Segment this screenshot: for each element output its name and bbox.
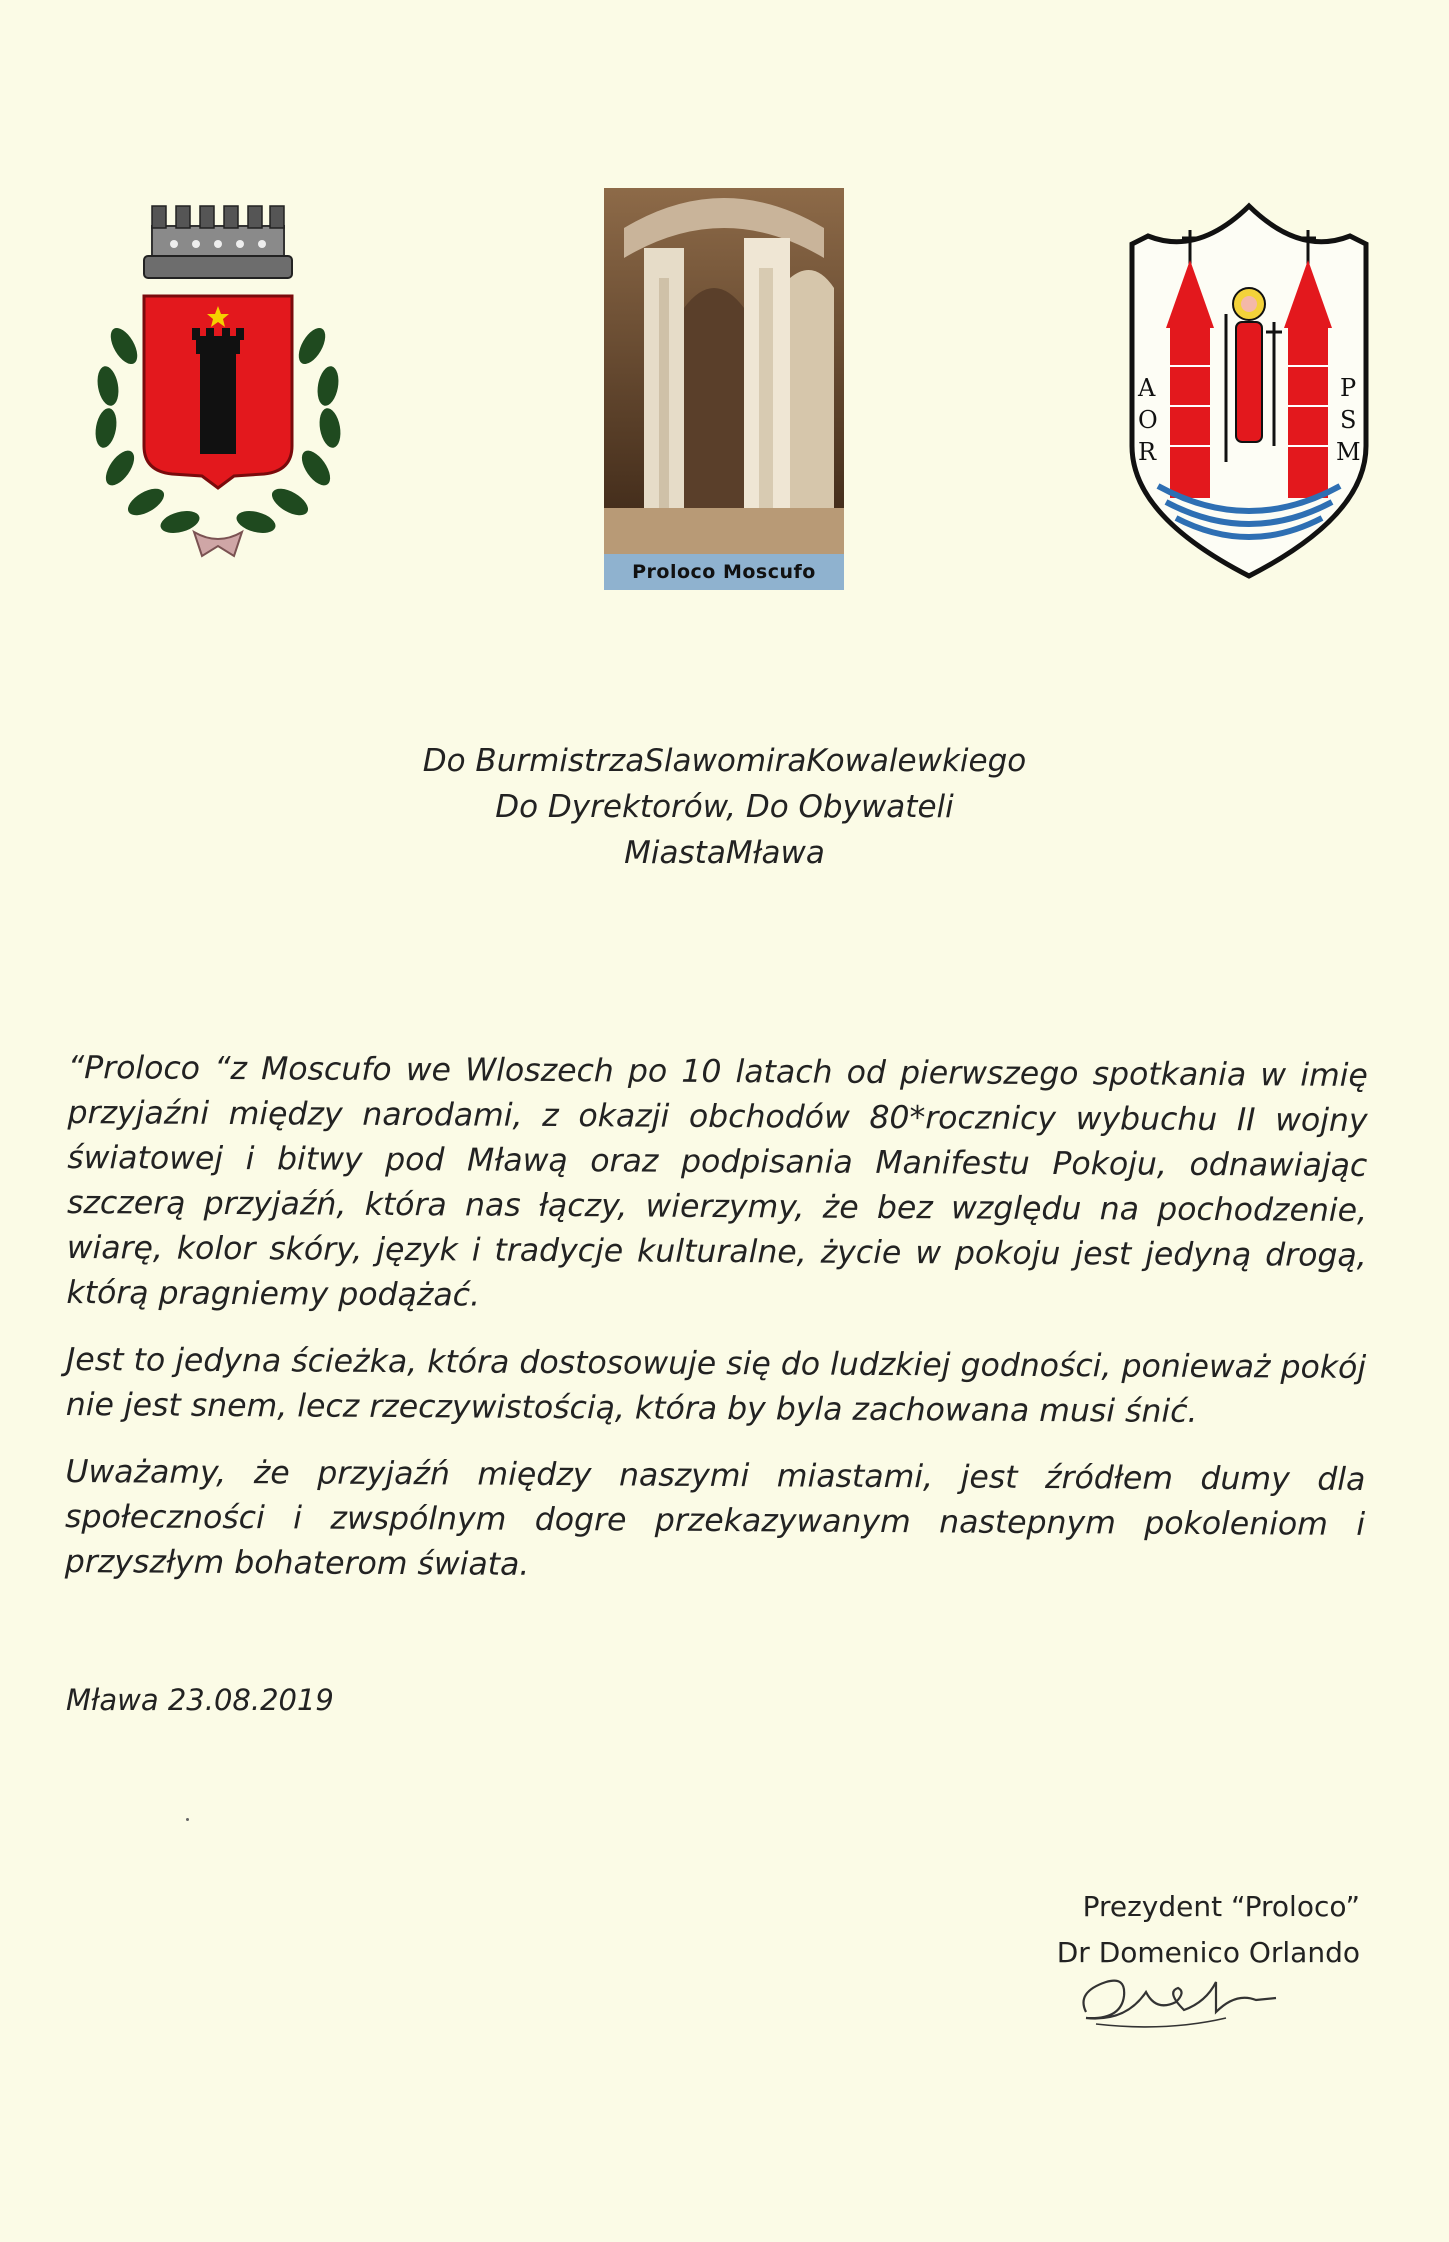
addressee-block [0, 738, 1449, 876]
body-paragraph: “Proloco “z Moscufo we Wloszech po 10 latach od pierwszego spotkania w imię przyjaźni między narodami, z okazji obchodów 80*rocznicy wybuchu II wojny światowej i bitwy pod Mławą oraz podpisania Manifestu Pokoju, odnawiając szczerą przyjaźń, która nas łączy, wierzymy, że bez względu na pochodzenie, wiarę, kolor skóry, język i tradycje kulturalne, życie w pokoju jest jedyną drogą, którą pragniemy podążać. [66, 1049, 1368, 1314]
proloco-moscufo-photo [604, 188, 844, 590]
signer-title: Prezydent “Proloco” [1082, 1890, 1360, 1923]
body-paragraph: Jest to jedyna ścieżka, która dostosowuje się do ludzkiej godności, ponieważ pokój nie jest snem, lecz rzeczywistością, która by byla zachowana musi śnić. [65, 1341, 1367, 1430]
crest-letter: O [1138, 406, 1158, 434]
photo-caption: Proloco Moscufo [604, 554, 844, 590]
church-interior-photo [604, 188, 844, 590]
handwritten-signature-icon [1066, 1952, 1296, 2032]
letter-body [65, 1046, 1368, 1615]
crest-letter: R [1138, 438, 1157, 466]
crest-letter: A [1138, 374, 1156, 402]
mlawa-coat-of-arms-logo [1118, 196, 1380, 582]
body-paragraph: Uważamy, że przyjaźń między naszymi miastami, jest źródłem dumy dla społeczności i zwspólnym dogre przekazywanym nastepnym pokoleniom i przyszłym bohaterom świata. [64, 1453, 1366, 1583]
signer-name: Dr Domenico Orlando [1056, 1936, 1360, 1969]
crest-letter: M [1336, 438, 1361, 466]
crest-letter: S [1340, 406, 1357, 434]
addressee-line: Do Dyrektorów, Do Obywateli [495, 789, 954, 825]
addressee-line: MiastaMława [624, 835, 825, 871]
moscufo-coat-of-arms-logo [84, 196, 352, 576]
crest-letter: P [1340, 374, 1357, 402]
addressee-line: Do BurmistrzaSlawomiraKowalewkiego [422, 743, 1027, 779]
letter-date: Mława 23.08.2019 [66, 1683, 334, 1717]
paper-speck [186, 1818, 189, 1821]
crown-icon [144, 206, 292, 278]
